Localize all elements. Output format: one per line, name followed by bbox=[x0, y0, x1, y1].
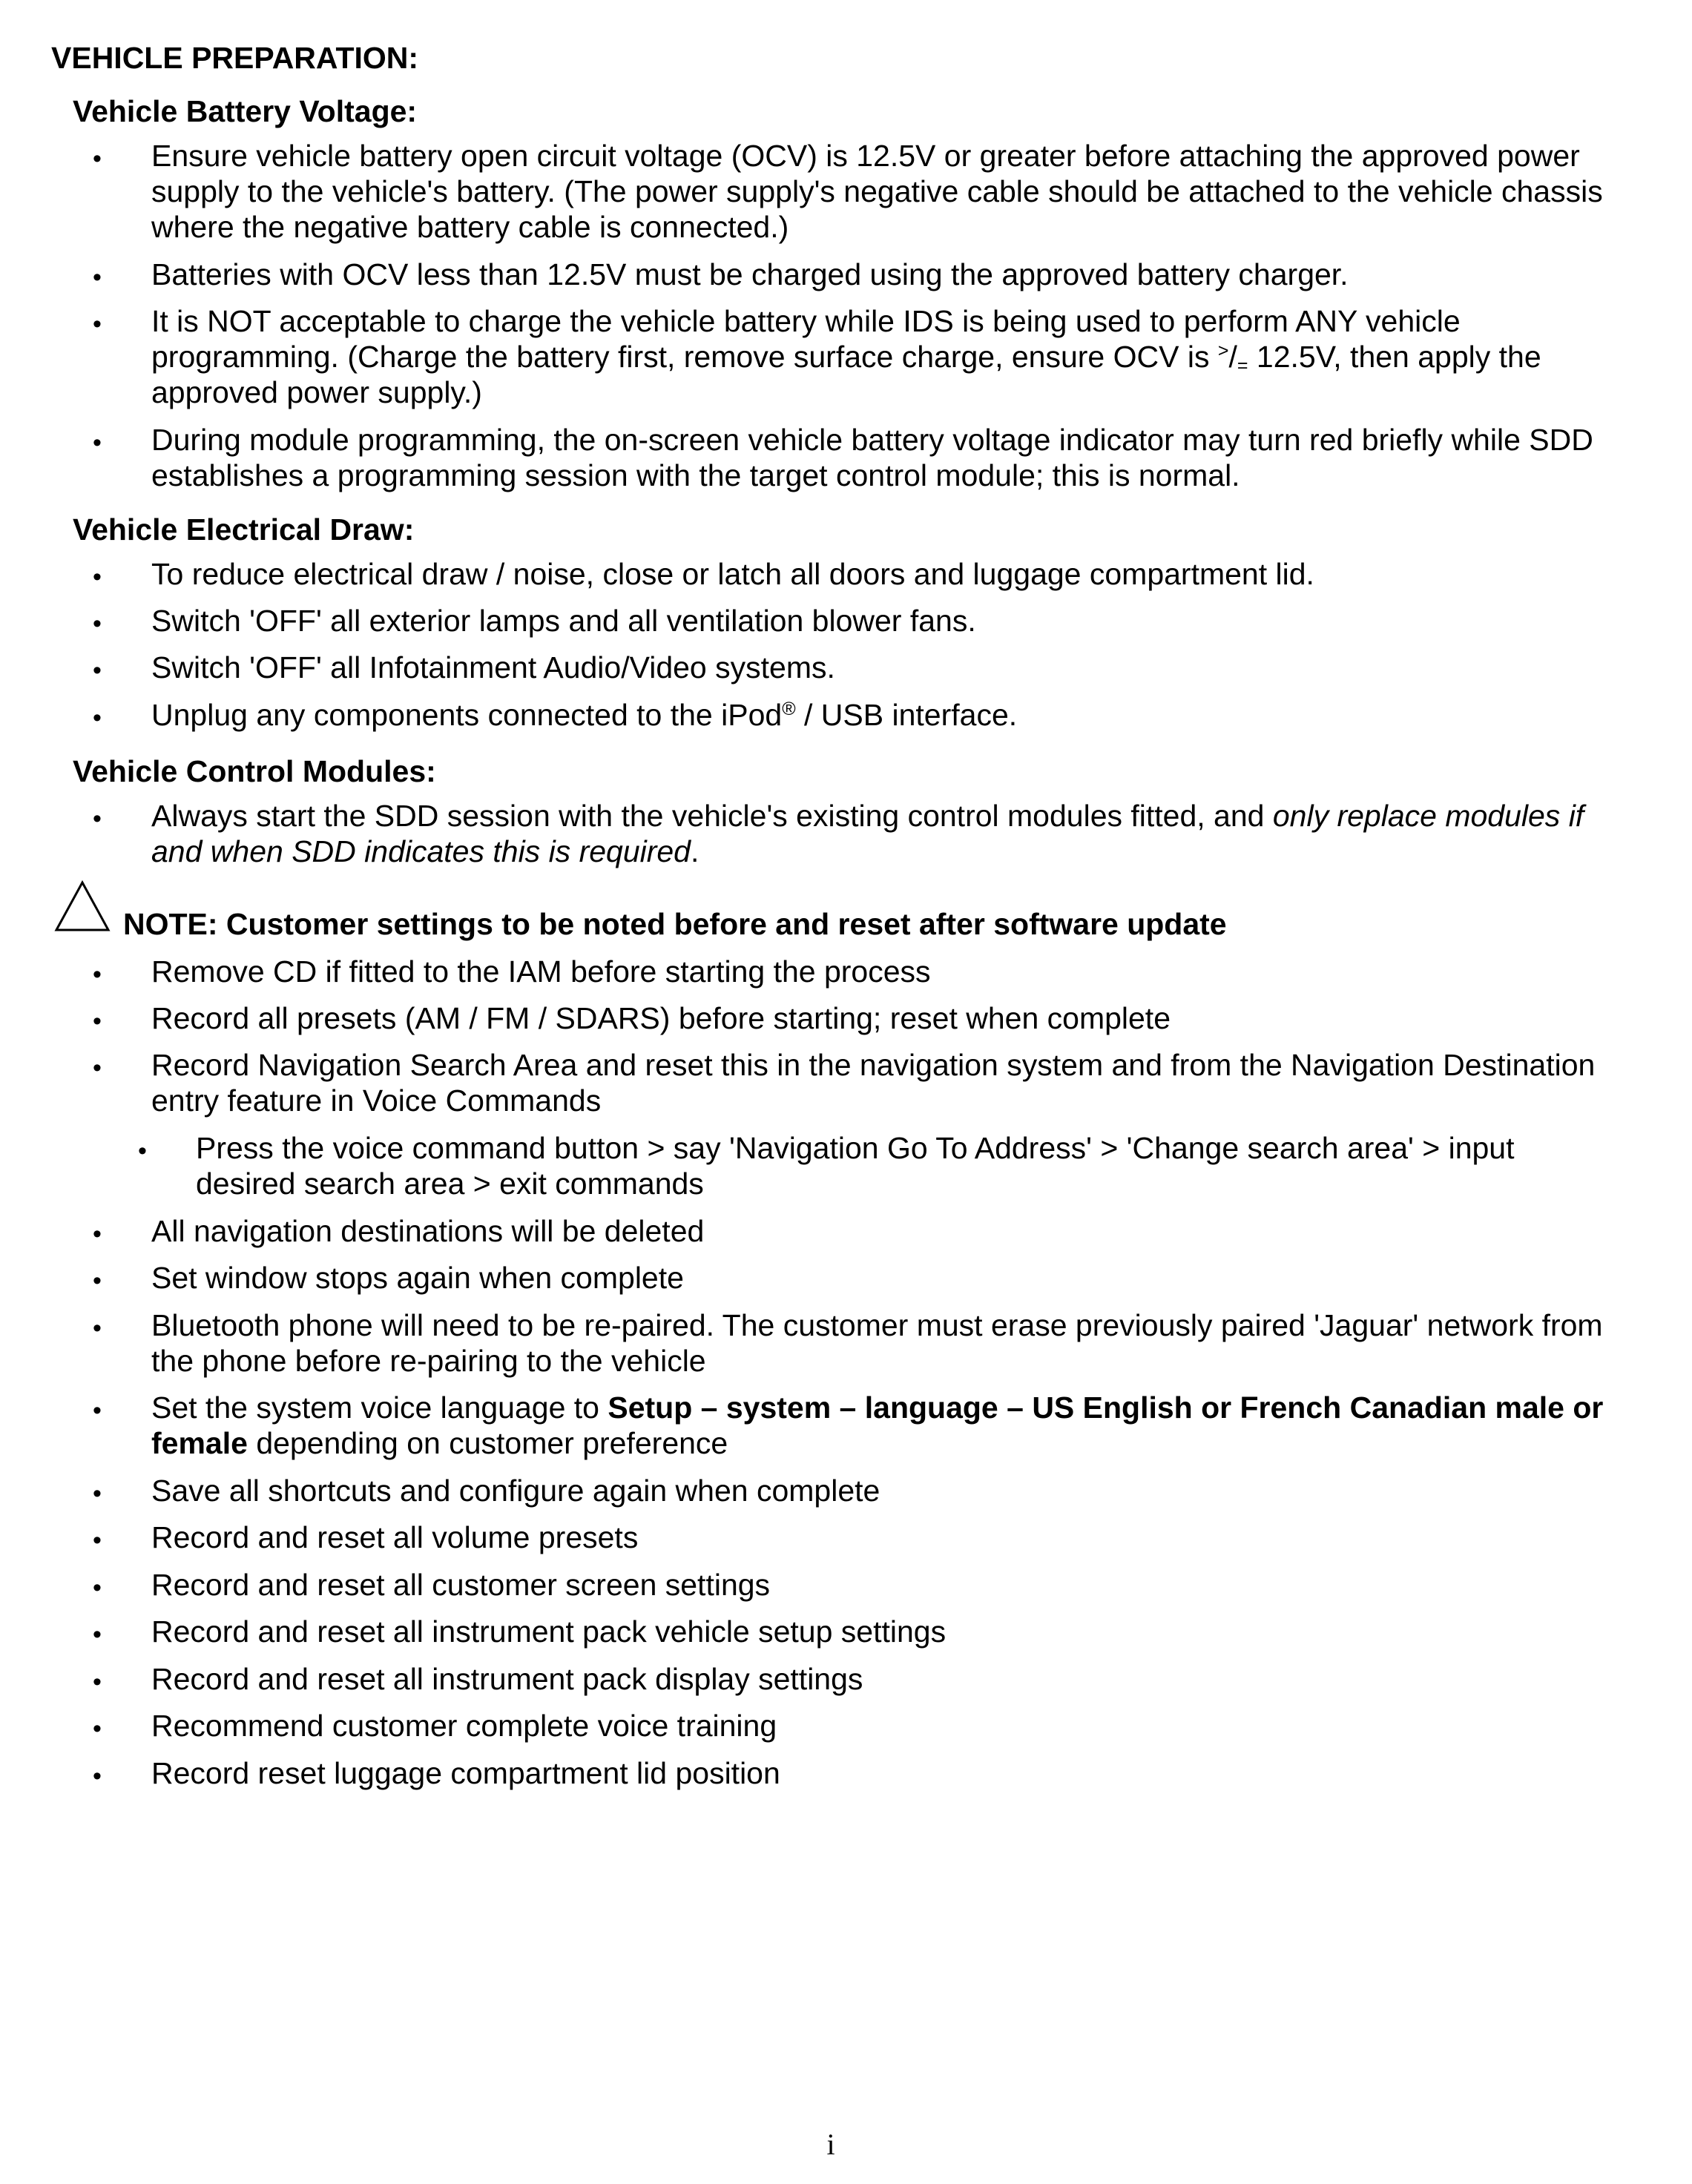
draw-item-ipod-text-b: / USB interface. bbox=[795, 698, 1018, 732]
draw-item-lamps: Switch 'OFF' all exterior lamps and all ventilation blower fans. bbox=[151, 604, 976, 638]
note-item-presets: Record all presets (AM / FM / SDARS) before starting; reset when complete bbox=[151, 1001, 1171, 1035]
bullet: • bbox=[93, 1526, 102, 1554]
equals-symbol: = bbox=[1237, 355, 1248, 376]
battery-item-not-acceptable bbox=[151, 303, 1605, 410]
note-item-voice-language-text-b: depending on customer preference bbox=[247, 1426, 728, 1460]
bullet: • bbox=[93, 429, 102, 457]
bullet: • bbox=[93, 1574, 102, 1602]
bullet: • bbox=[93, 704, 102, 732]
note-item-navigation-search: Record Navigation Search Area and reset this in the navigation system and from the Navigation Destination entry feature in Voice Commands bbox=[151, 1048, 1596, 1118]
note-item-screen-settings: Record and reset all customer screen settings bbox=[151, 1568, 771, 1602]
registered-symbol: ® bbox=[782, 699, 796, 719]
note-sub-item-voice-command: Press the voice command button > say 'Navigation Go To Address' > 'Change search area' > input desired search area > exit commands bbox=[196, 1131, 1515, 1201]
bullet: • bbox=[93, 263, 102, 291]
modules-item-start-text-a: Always start the SDD session with the vehicle's existing control modules fitted, and bbox=[151, 799, 1273, 833]
note-item-voice-language-text-a: Set the system voice language to bbox=[151, 1390, 608, 1425]
bullet: • bbox=[93, 1267, 102, 1295]
modules-item-start-text-b: . bbox=[691, 834, 699, 868]
note-item-luggage-lid: Record reset luggage compartment lid position bbox=[151, 1756, 780, 1790]
note-item-voice-language bbox=[151, 1390, 1605, 1461]
battery-item-not-acceptable-text-b: 12.5V, then apply the approved power supply.) bbox=[151, 340, 1541, 409]
draw-item-doors: To reduce electrical draw / noise, close or latch all doors and luggage compartment lid. bbox=[151, 557, 1314, 591]
section-heading-modules: Vehicle Control Modules: bbox=[73, 754, 436, 788]
note-heading: NOTE: Customer settings to be noted before and reset after software update bbox=[123, 907, 1227, 941]
note-item-instrument-setup: Record and reset all instrument pack vehicle setup settings bbox=[151, 1614, 947, 1649]
draw-item-infotainment: Switch 'OFF' all Infotainment Audio/Video systems. bbox=[151, 650, 835, 684]
bullet: • bbox=[93, 1762, 102, 1790]
slash-symbol: / bbox=[1228, 340, 1237, 374]
note-item-shortcuts: Save all shortcuts and configure again when complete bbox=[151, 1474, 880, 1508]
bullet: • bbox=[93, 1007, 102, 1035]
bullet: • bbox=[93, 960, 102, 989]
section-heading-draw: Vehicle Electrical Draw: bbox=[73, 512, 415, 547]
bullet: • bbox=[93, 805, 102, 833]
bullet: • bbox=[93, 610, 102, 638]
bullet: • bbox=[93, 1396, 102, 1425]
note-item-voice-training: Recommend customer complete voice training bbox=[151, 1709, 777, 1743]
section-heading-battery: Vehicle Battery Voltage: bbox=[73, 94, 418, 128]
bullet: • bbox=[93, 1620, 102, 1649]
note-item-window-stops: Set window stops again when complete bbox=[151, 1261, 684, 1295]
battery-item-not-acceptable-text-a: It is NOT acceptable to charge the vehicle battery while IDS is being used to perform ANY vehicle programming. (Charge the battery first, remove surface charge, ensure OCV is bbox=[151, 304, 1461, 374]
bullet: • bbox=[93, 1220, 102, 1248]
note-item-bluetooth: Bluetooth phone will need to be re-paired. The customer must erase previously paired 'Jaguar' network from the phone before re-pairing to the vehicle bbox=[151, 1308, 1603, 1378]
draw-item-ipod-text-a: Unplug any components connected to the iPod bbox=[151, 698, 783, 732]
bullet: • bbox=[93, 1479, 102, 1508]
draw-item-ipod bbox=[151, 697, 1605, 733]
modules-item-start bbox=[151, 798, 1605, 869]
bullet: • bbox=[93, 656, 102, 684]
battery-item-indicator: During module programming, the on-screen vehicle battery voltage indicator may turn red briefly while SDD establishes a programming session with the target control module; this is normal. bbox=[151, 423, 1593, 492]
bullet: • bbox=[93, 1054, 102, 1082]
document-title: VEHICLE PREPARATION: bbox=[51, 41, 419, 75]
bullet: • bbox=[93, 1314, 102, 1342]
note-item-instrument-display: Record and reset all instrument pack display settings bbox=[151, 1662, 863, 1696]
note-item-destinations: All navigation destinations will be deleted bbox=[151, 1214, 705, 1248]
battery-item-ocv: Ensure vehicle battery open circuit voltage (OCV) is 12.5V or greater before attaching the approved power supply to the vehicle's battery. (The power supply's negative cable should be attached to the vehicle chassis where the negative battery cable is connected.) bbox=[151, 139, 1603, 244]
warning-triangle-icon bbox=[53, 880, 111, 933]
page-number: i bbox=[826, 2128, 835, 2161]
sub-bullet: • bbox=[138, 1137, 147, 1165]
bullet: • bbox=[93, 1715, 102, 1743]
modules-item-start-italic: only replace modules if and when SDD indicates this is required bbox=[151, 799, 1584, 868]
bullet: • bbox=[93, 1668, 102, 1696]
bullet: • bbox=[93, 145, 102, 173]
bullet: • bbox=[93, 563, 102, 591]
battery-item-charge: Batteries with OCV less than 12.5V must be charged using the approved battery charger. bbox=[151, 257, 1349, 291]
note-item-volume-presets: Record and reset all volume presets bbox=[151, 1520, 639, 1554]
note-item-remove-cd: Remove CD if fitted to the IAM before starting the process bbox=[151, 954, 931, 989]
note-item-voice-language-bold: Setup – system – language – US English or French Canadian male or female bbox=[151, 1390, 1604, 1460]
greater-than-symbol: > bbox=[1217, 340, 1229, 361]
bullet: • bbox=[93, 310, 102, 338]
